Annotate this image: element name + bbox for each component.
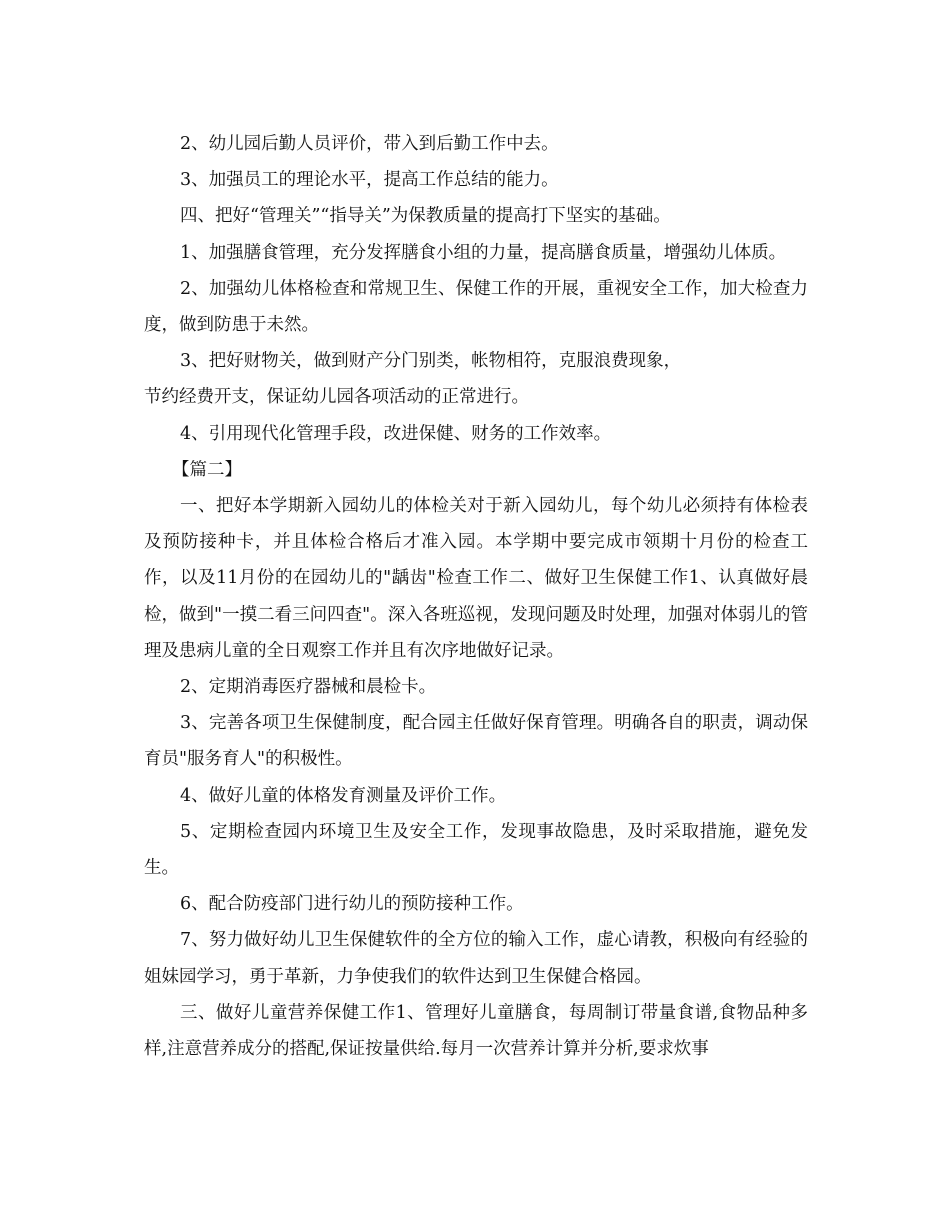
paragraph-continuation: 节约经费开支，保证幼儿园各项活动的正常进行。 (144, 387, 529, 408)
section-heading: 四、把好“管理关”“指导关”为保教质量的提高打下坚实的基础。 (180, 206, 671, 227)
paragraph: 4、引用现代化管理手段，改进保健、财务的工作效率。 (180, 423, 612, 444)
paragraph: 7、努力做好幼儿卫生保健软件的全方位的输入工作，虚心请教，积极向有经验的姐妹园学习，勇于革新，力争使我们的软件达到卫生保健合格园。 (144, 930, 808, 987)
paragraph: 4、做好儿童的体格发育测量及评价工作。 (180, 785, 507, 806)
paragraph: 5、定期检查园内环境卫生及安全工作，发现事故隐患，及时采取措施，避免发生。 (144, 821, 808, 879)
paragraph: 2、幼儿园后勤人员评价，带入到后勤工作中去。 (180, 134, 559, 154)
document-body (144, 126, 808, 1067)
paragraph: 三、做好儿童营养保健工作1、管理好儿童膳食，每周制订带量食谱,食物品种多样,注意营养成分的搭配,保证按量供给.每月一次营养计算并分析,要求炊事 (144, 1002, 808, 1060)
paragraph: 1、加强膳食管理，充分发挥膳食小组的力量，提高膳食质量，增强幼儿体质。 (180, 242, 787, 263)
paragraph: 3、加强员工的理论水平，提高工作总结的能力。 (180, 170, 559, 191)
paragraph: 3、把好财物关，做到财产分门别类，帐物相符，克服浪费现象， (180, 351, 682, 372)
section-title: 【篇二】 (172, 459, 242, 480)
paragraph: 3、完善各项卫生保健制度，配合园主任做好保育管理。明确各自的职责，调动保育员"服务育人"的积极性。 (144, 713, 808, 770)
paragraph: 2、加强幼儿体格检查和常规卫生、保健工作的开展，重视安全工作，加大检查力度，做到防患于未然。 (144, 278, 808, 336)
paragraph: 2、定期消毒医疗器械和晨检卡。 (180, 677, 437, 698)
paragraph: 6、配合防疫部门进行幼儿的预防接种工作。 (180, 894, 524, 915)
paragraph: 一、把好本学期新入园幼儿的体检关对于新入园幼儿，每个幼儿必须持有体检表及预防接种卡，并且体检合格后才准入园。本学期中要完成市领期十月份的检查工作，以及11月份的在园幼儿的"龋齿"检查工作二、做好卫生保健工作1、认真做好晨检，做到"一摸二看三问四查"。深入各班巡视，发现问题及时处理，加强对体弱儿的管理及患病儿童的全日观察工作并且有次序地做好记录。 (144, 496, 808, 661)
